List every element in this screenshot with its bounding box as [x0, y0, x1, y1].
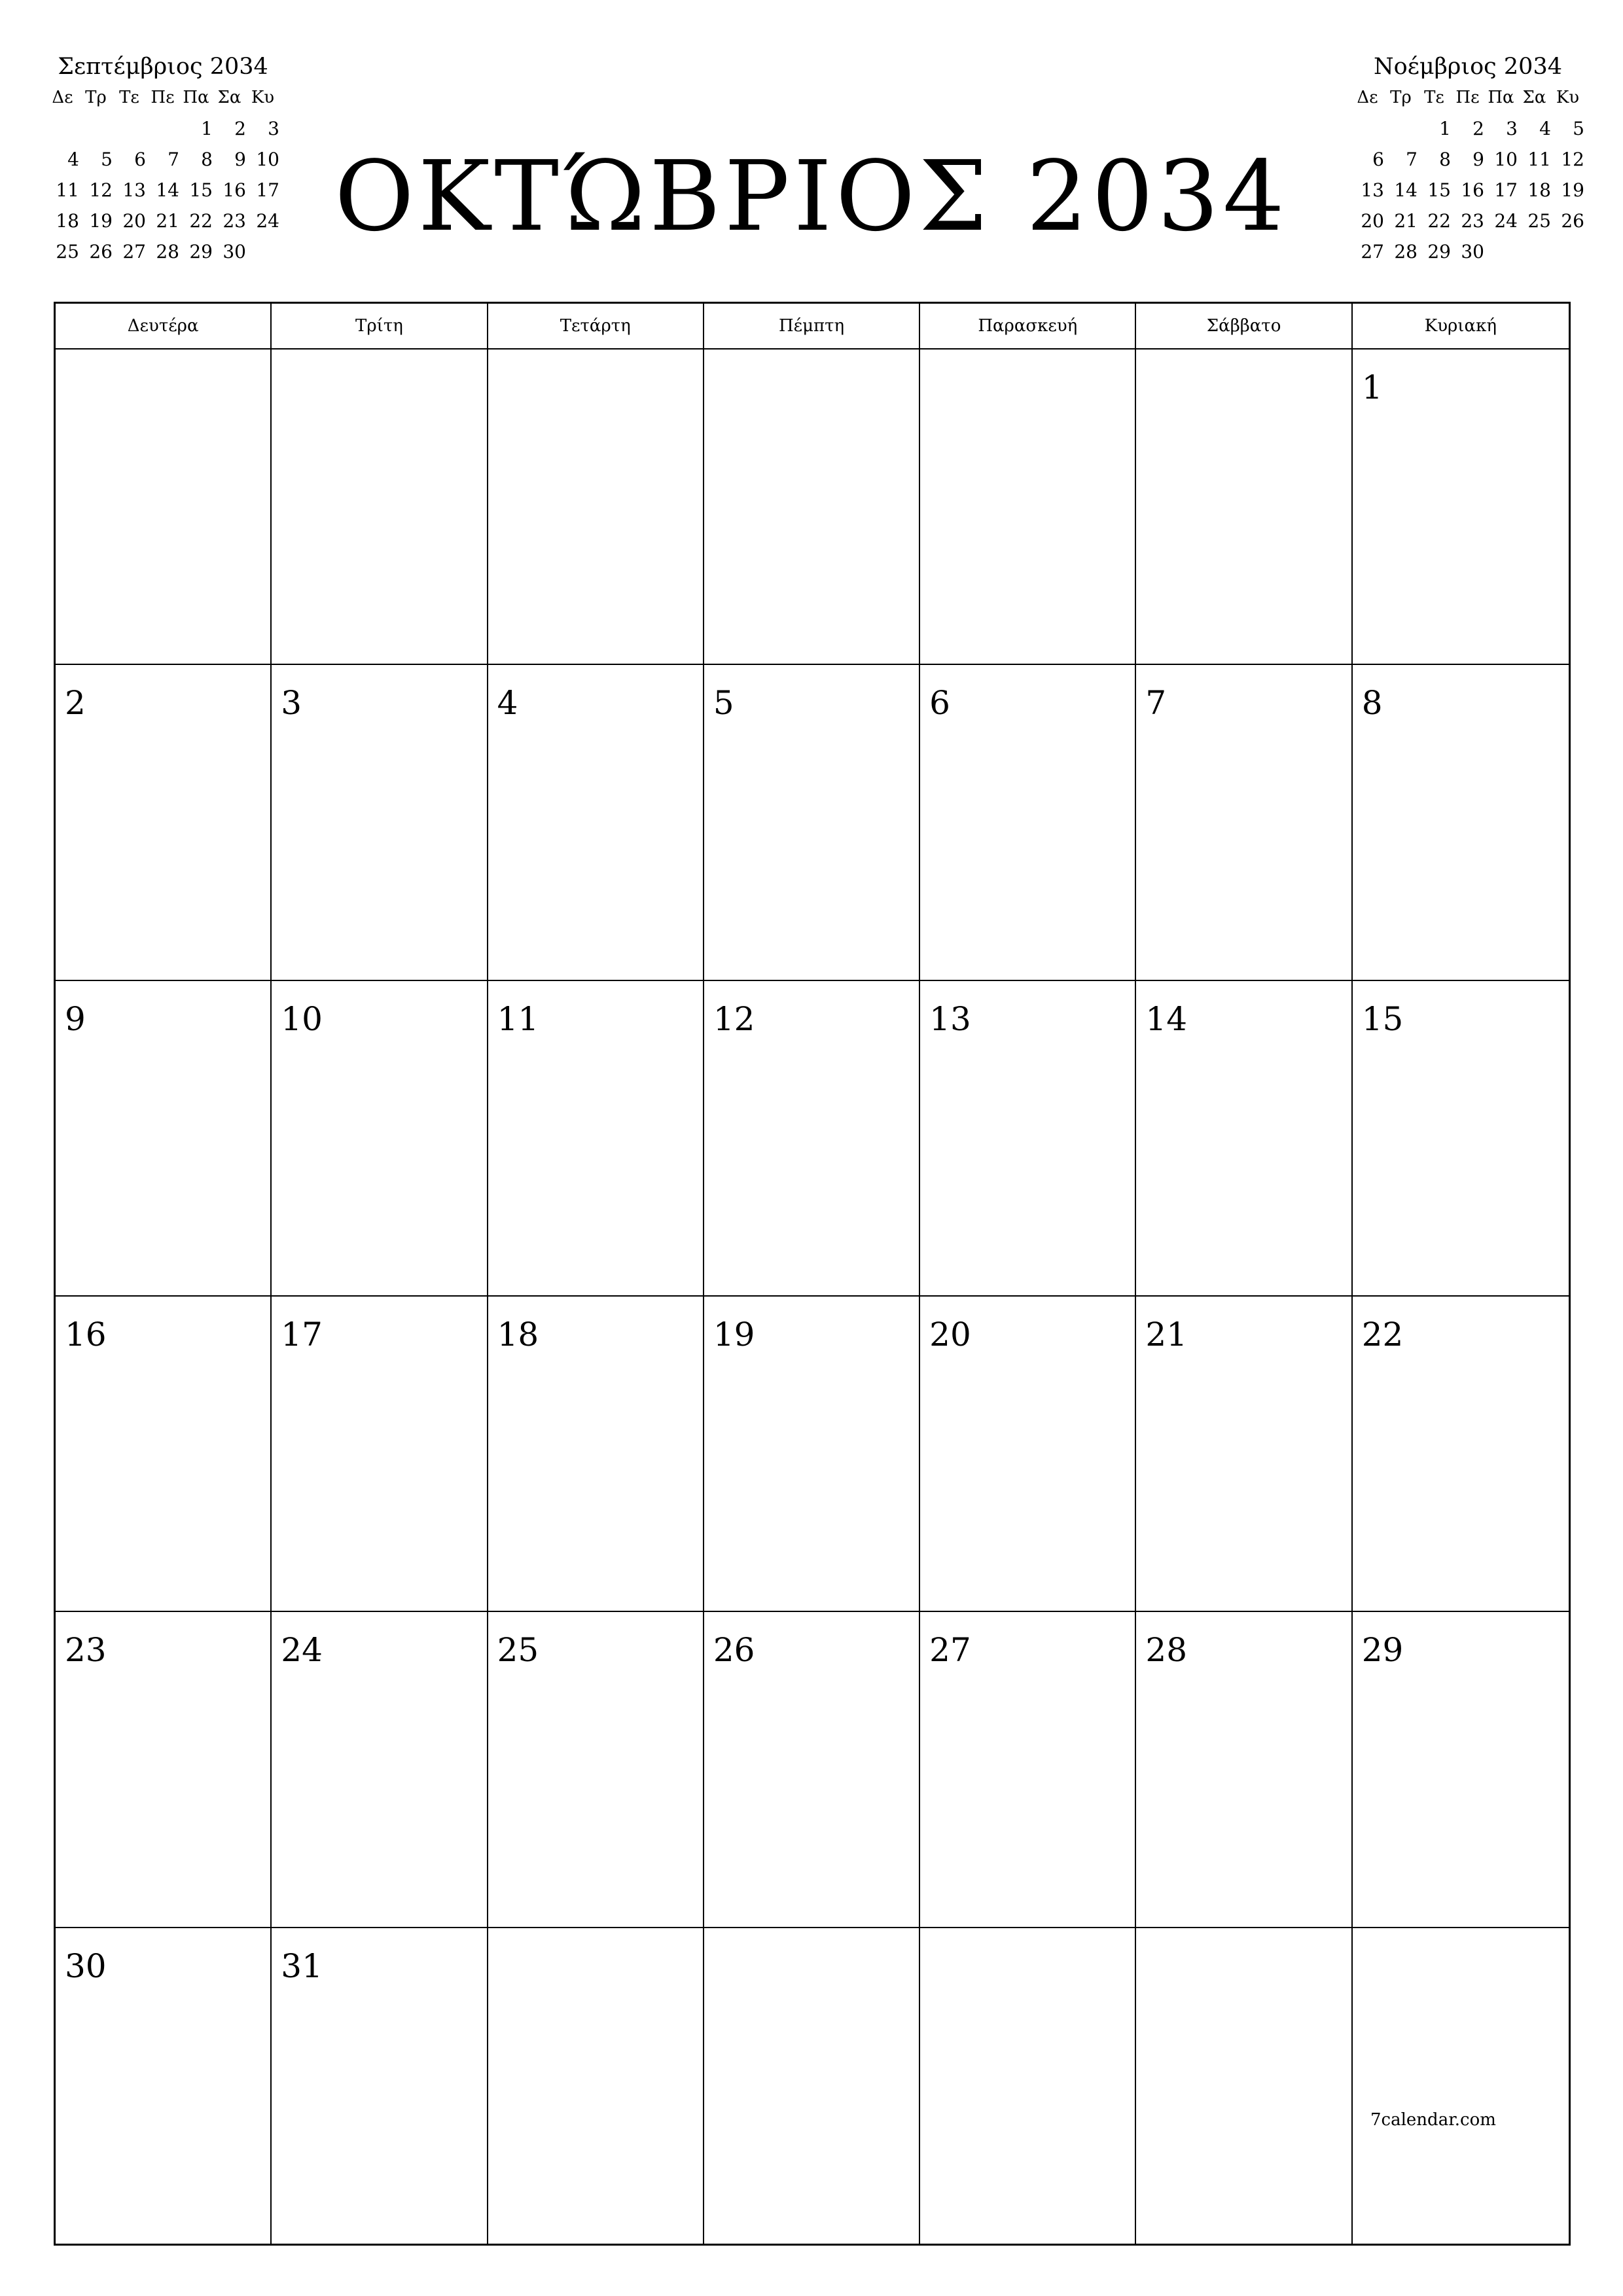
day-cell: [488, 1612, 704, 1928]
day-number: 13: [929, 999, 971, 1038]
day-cell: [1136, 1612, 1352, 1928]
day-number: 25: [497, 1631, 539, 1670]
day-cell: [1136, 350, 1352, 665]
day-number: 14: [1145, 999, 1188, 1038]
mini-calendar-title: Σεπτέμβριος 2034: [58, 54, 268, 80]
weekday-header: Πέμπτη: [704, 304, 920, 350]
day-cell: [488, 1297, 704, 1612]
mini-weekday: Πε: [1455, 88, 1480, 107]
mini-weekday: Σα: [217, 88, 241, 107]
mini-day: [1518, 236, 1551, 267]
mini-day: 1: [1439, 118, 1451, 139]
mini-weekday: Πα: [1488, 88, 1514, 107]
day-cell: [920, 1612, 1136, 1928]
mini-day: 24: [256, 210, 279, 232]
mini-day: 26: [1561, 210, 1584, 232]
mini-day: 17: [256, 179, 279, 201]
mini-day: 5: [101, 149, 113, 170]
mini-day: 2: [234, 118, 246, 139]
day-number: 30: [65, 1946, 107, 1985]
day-number: 9: [65, 999, 86, 1038]
day-cell: [56, 350, 272, 665]
day-cell: [1353, 981, 1569, 1297]
mini-day: 11: [56, 179, 79, 201]
day-cell: [1136, 981, 1352, 1297]
footer-site-link[interactable]: 7calendar.com: [1370, 2110, 1496, 2130]
mini-day: 5: [1573, 118, 1584, 139]
day-cell: [272, 665, 488, 980]
day-cell: [272, 1612, 488, 1928]
mini-day: 27: [1361, 241, 1384, 262]
mini-day: 8: [201, 149, 213, 170]
mini-day: 13: [1361, 179, 1384, 201]
day-number: 23: [65, 1631, 107, 1670]
day-cell: [1353, 1928, 1569, 2244]
day-cell: [920, 1928, 1136, 2244]
day-cell: [488, 1928, 704, 2244]
day-number: 27: [929, 1631, 971, 1670]
mini-day: 28: [156, 241, 179, 262]
day-cell: [56, 1612, 272, 1928]
mini-day: 6: [1372, 149, 1384, 170]
mini-weekday: Τε: [119, 88, 139, 107]
mini-day: 17: [1494, 179, 1518, 201]
day-number: 4: [497, 684, 518, 723]
mini-weekday: Κυ: [1556, 88, 1580, 107]
mini-day: 16: [223, 179, 246, 201]
mini-day: 9: [1472, 149, 1484, 170]
day-cell: [272, 1297, 488, 1612]
mini-day: 1: [201, 118, 213, 139]
day-number: 2: [65, 684, 86, 723]
day-cell: [1353, 665, 1569, 980]
day-cell: [56, 1297, 272, 1612]
mini-day: [1351, 113, 1384, 144]
mini-day: 18: [1527, 179, 1551, 201]
day-number: 8: [1361, 684, 1383, 723]
mini-weekday: Πα: [183, 88, 209, 107]
day-cell: [1353, 1297, 1569, 1612]
day-number: 17: [281, 1316, 323, 1354]
day-cell: [56, 1928, 272, 2244]
mini-day: 15: [189, 179, 213, 201]
mini-day: 15: [1427, 179, 1451, 201]
day-number: 1: [1361, 368, 1383, 406]
day-cell: [704, 1612, 920, 1928]
mini-calendar-next-month: [1351, 51, 1585, 267]
day-cell: [272, 350, 488, 665]
weekday-header: Τρίτη: [272, 304, 488, 350]
mini-weekday: Κυ: [251, 88, 275, 107]
mini-day: 14: [1394, 179, 1418, 201]
weekday-header: Τετάρτη: [488, 304, 704, 350]
mini-day: 3: [268, 118, 279, 139]
mini-day: 28: [1394, 241, 1418, 262]
day-number: 22: [1361, 1316, 1404, 1354]
mini-weekday: Τε: [1424, 88, 1444, 107]
weekday-header: Δευτέρα: [56, 304, 272, 350]
mini-day: 10: [256, 149, 279, 170]
mini-weekday: Δε: [52, 88, 73, 107]
mini-day: 2: [1472, 118, 1484, 139]
day-number: 12: [713, 999, 755, 1038]
mini-day: 26: [89, 241, 113, 262]
day-cell: [704, 1928, 920, 2244]
mini-day: 30: [1461, 241, 1484, 262]
day-cell: [272, 981, 488, 1297]
weekday-header: Παρασκευή: [920, 304, 1136, 350]
mini-day: 3: [1506, 118, 1518, 139]
day-number: 24: [281, 1631, 323, 1670]
mini-day: 25: [56, 241, 79, 262]
mini-day: [1384, 113, 1418, 144]
mini-day: 12: [1561, 149, 1584, 170]
day-number: 18: [497, 1316, 539, 1354]
day-cell: [1136, 1297, 1352, 1612]
mini-day: 21: [1394, 210, 1418, 232]
mini-day: 23: [1461, 210, 1484, 232]
mini-day: 19: [1561, 179, 1584, 201]
day-number: 21: [1145, 1316, 1188, 1354]
mini-weekday: Σα: [1522, 88, 1546, 107]
mini-day: 13: [122, 179, 146, 201]
day-number: 31: [281, 1946, 323, 1985]
day-cell: [488, 350, 704, 665]
day-cell: [920, 665, 1136, 980]
day-number: 20: [929, 1316, 971, 1354]
day-number: 29: [1361, 1631, 1404, 1670]
day-cell: [704, 1297, 920, 1612]
day-number: 6: [929, 684, 950, 723]
day-cell: [272, 1928, 488, 2244]
mini-weekday: Τρ: [1390, 88, 1412, 107]
day-cell: [704, 981, 920, 1297]
mini-day: 18: [56, 210, 79, 232]
weekday-header: Κυριακή: [1353, 304, 1569, 350]
mini-weekday: Πε: [151, 88, 175, 107]
mini-day: 24: [1494, 210, 1518, 232]
day-number: 15: [1361, 999, 1404, 1038]
day-cell: [920, 981, 1136, 1297]
month-grid: [54, 302, 1571, 2246]
mini-day: 6: [134, 149, 146, 170]
day-cell: [704, 350, 920, 665]
day-cell: [1136, 665, 1352, 980]
mini-day: 20: [122, 210, 146, 232]
day-number: 5: [713, 684, 734, 723]
mini-day: 4: [1539, 118, 1551, 139]
mini-day: 11: [1527, 149, 1551, 170]
mini-day: 12: [89, 179, 113, 201]
mini-day: [1551, 236, 1584, 267]
mini-day: 20: [1361, 210, 1384, 232]
day-number: 3: [281, 684, 302, 723]
mini-day: 22: [189, 210, 213, 232]
day-number: 11: [497, 999, 539, 1038]
mini-weekday: Τρ: [85, 88, 107, 107]
mini-day: 30: [223, 241, 246, 262]
day-cell: [1353, 1612, 1569, 1928]
mini-day: 16: [1461, 179, 1484, 201]
day-cell: [920, 350, 1136, 665]
mini-day: 9: [234, 149, 246, 170]
mini-day: [1484, 236, 1518, 267]
mini-day: 10: [1494, 149, 1518, 170]
weekday-header: Σάββατο: [1136, 304, 1352, 350]
day-number: 28: [1145, 1631, 1188, 1670]
mini-day: 29: [1427, 241, 1451, 262]
day-cell: [1353, 350, 1569, 665]
day-number: 10: [281, 999, 323, 1038]
mini-day: 4: [67, 149, 79, 170]
month-title: ΟΚΤΏΒΡΙΟΣ 2034: [334, 140, 1289, 253]
mini-day: 22: [1427, 210, 1451, 232]
day-cell: [56, 981, 272, 1297]
mini-day: 7: [1406, 149, 1418, 170]
mini-day: 25: [1527, 210, 1551, 232]
mini-day: 23: [223, 210, 246, 232]
mini-day: 27: [122, 241, 146, 262]
day-cell: [488, 981, 704, 1297]
day-cell: [488, 665, 704, 980]
day-number: 19: [713, 1316, 755, 1354]
mini-calendar-grid: [1351, 82, 1585, 267]
day-number: 26: [713, 1631, 755, 1670]
day-number: 7: [1145, 684, 1167, 723]
day-cell: [704, 665, 920, 980]
mini-day: 21: [156, 210, 179, 232]
mini-day: 7: [168, 149, 179, 170]
mini-day: 8: [1439, 149, 1451, 170]
mini-day: 14: [156, 179, 179, 201]
day-cell: [1136, 1928, 1352, 2244]
day-number: 16: [65, 1316, 107, 1354]
mini-calendar-title: Νοέμβριος 2034: [1374, 54, 1562, 80]
mini-day: 19: [89, 210, 113, 232]
mini-day: 29: [189, 241, 213, 262]
day-cell: [920, 1297, 1136, 1612]
mini-weekday: Δε: [1357, 88, 1378, 107]
day-cell: [56, 665, 272, 980]
